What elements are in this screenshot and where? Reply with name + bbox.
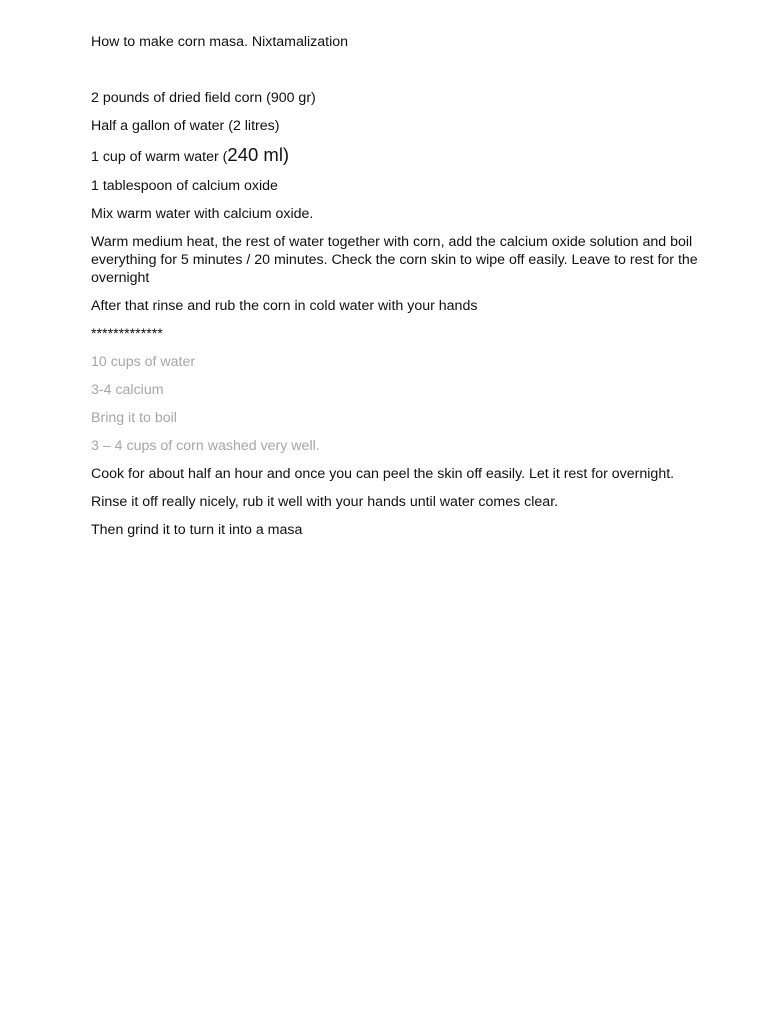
ingredient-water: Half a gallon of water (2 litres)	[91, 118, 280, 134]
ingredient-calcium: 1 tablespoon of calcium oxide	[91, 178, 278, 194]
alt-corn: 3 – 4 cups of corn washed very well.	[91, 438, 320, 454]
final-grind: Then grind it to turn it into a masa	[91, 522, 303, 538]
alt-water: 10 cups of water	[91, 354, 196, 370]
final-cook: Cook for about half an hour and once you can peel the skin off easily. Let it rest for overnight.	[91, 466, 675, 482]
alt-boil: Bring it to boil	[91, 410, 177, 426]
ingredient-corn: 2 pounds of dried field corn (900 gr)	[91, 90, 316, 106]
step-warm: Warm medium heat, the rest of water together with corn, add the calcium oxide solution and boil everything for 5 minutes / 20 minutes. Check the corn skin to wipe off easily. Leave to rest for the overnight	[91, 234, 698, 286]
ingredient-warm-water	[91, 144, 736, 168]
final-rinse: Rinse it off really nicely, rub it well with your hands until water comes clear.	[91, 494, 559, 510]
page-title: How to make corn masa. Nixtamalization	[91, 34, 349, 50]
document-body	[91, 33, 736, 549]
warm-water-prefix: 1 cup of warm water (	[91, 149, 228, 165]
warm-water-amount: 240 ml)	[227, 144, 290, 165]
step-rinse: After that rinse and rub the corn in cold water with your hands	[91, 298, 478, 314]
separator: *************	[91, 326, 163, 342]
step-mix: Mix warm water with calcium oxide.	[91, 206, 314, 222]
alt-calcium: 3-4 calcium	[91, 382, 164, 398]
